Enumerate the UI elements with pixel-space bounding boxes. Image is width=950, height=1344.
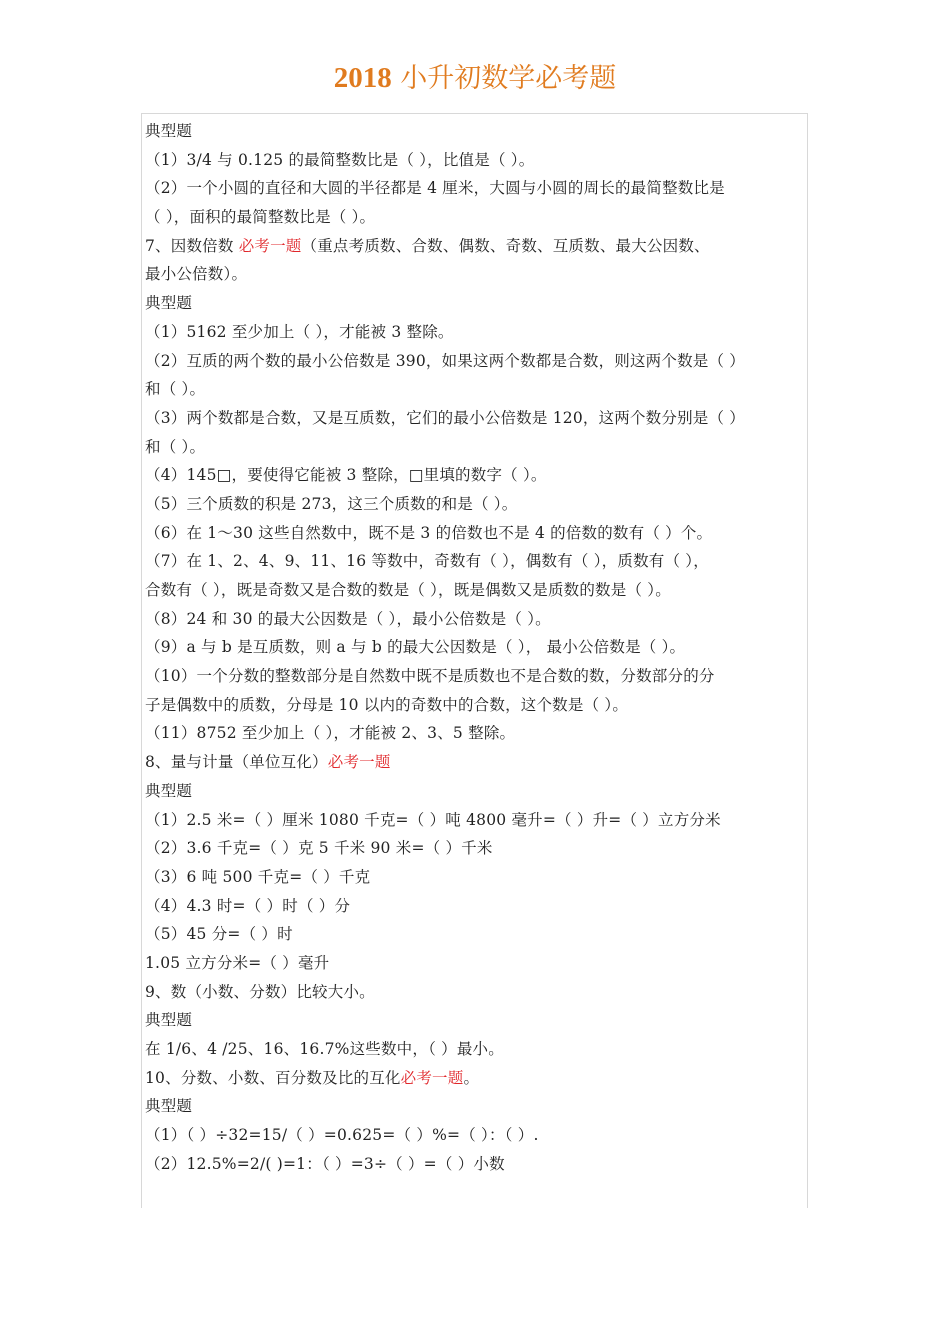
text-line: （2）一个小圆的直径和大圆的半径都是 4 厘米，大圆与小圆的周长的最简整数比是 [145, 179, 725, 198]
text-line: （1）2.5 米=（ ）厘米 1080 千克=（ ）吨 4800 毫升=（ ）升=（ ）立方分米 [145, 810, 721, 829]
text-line: 典型题 [145, 1011, 193, 1030]
line-text: 10、分数、小数、百分数及比的互化 [145, 1068, 401, 1087]
text-line: （6）在 1～30 这些自然数中，既不是 3 的倍数也不是 4 的倍数的数有（ ）个。 [145, 523, 713, 542]
text-line: （4）4.3 时=（ ）时（ ）分 [145, 896, 351, 915]
text-line: （11）8752 至少加上（ ），才能被 2、3、5 整除。 [145, 724, 516, 743]
text-line: （7）在 1、2、4、9、11、16 等数中，奇数有（ ），偶数有（ ），质数有（ ）， [145, 552, 709, 571]
line-text: 7、因数倍数 [145, 236, 239, 255]
text-line: （5）三个质数的积是 273，这三个质数的和是（ ）。 [145, 494, 518, 513]
line-text: 8、量与计量（单位互化） [145, 753, 328, 772]
text-line: 和（ ）。 [145, 380, 206, 399]
text-line: （2）互质的两个数的最小公倍数是 390，如果这两个数都是合数，则这两个数是（ ） [145, 351, 746, 370]
text-line: 合数有（ ），既是奇数又是合数的数是（ ），既是偶数又是质数的数是（ ）。 [145, 581, 671, 599]
text-line: （4）145□，要使得它能被 3 整除，□里填的数字（ ）。 [145, 466, 547, 485]
must-test-highlight: 必考一题 [327, 753, 391, 772]
text-line: 典型题 [145, 1097, 193, 1116]
text-line: 1.05 立方分米=（ ）毫升 [145, 953, 330, 972]
text-line: （9）a 与 b 是互质数，则 a 与 b 的最大公因数是（ ）， 最小公倍数是（ ）。 [145, 638, 686, 657]
text-line: 最小公倍数）。 [145, 265, 248, 284]
text-line: （2）3.6 千克=（ ）克 5 千米 90 米=（ ）千米 [145, 839, 493, 858]
text-line: （3）两个数都是合数，又是互质数，它们的最小公倍数是 120，这两个数分别是（ ） [145, 408, 746, 427]
text-line: （1）5162 至少加上（ ），才能被 3 整除。 [145, 322, 454, 341]
text-line [145, 748, 815, 777]
text-line: （8）24 和 30 的最大公因数是（ ），最小公倍数是（ ）。 [145, 609, 551, 628]
text-line: 在 1/6、4 /25、16、16.7%这些数中，（ ）最小。 [145, 1040, 504, 1058]
document-body [145, 117, 815, 1178]
text-line: 和（ ）。 [145, 437, 206, 456]
text-line: 典型题 [145, 294, 193, 313]
must-test-highlight: 必考一题 [238, 236, 302, 255]
title-text: 小升初数学必考题 [391, 63, 617, 94]
text-line: （1）3/4 与 0.125 的最简整数比是（ ），比值是（ ）。 [145, 150, 535, 169]
text-line: （1）（ ）÷32=15/（ ）=0.625=（ ）%=（ ）：（ ）. [145, 1126, 539, 1145]
text-line: （5）45 分=（ ）时 [145, 925, 293, 944]
text-line: 典型题 [145, 122, 193, 140]
text-line [145, 232, 815, 261]
text-line: （2）12.5%=2/( )=1：（ ）=3÷（ ）=（ ）小数 [145, 1154, 505, 1173]
text-line: （3）6 吨 500 千克=（ ）千克 [145, 867, 371, 886]
text-line: 典型题 [145, 781, 193, 800]
line-text: （重点考质数、合数、偶数、奇数、互质数、最大公因数、 [301, 236, 710, 255]
title-year: 2018 [333, 62, 392, 94]
must-test-highlight: 必考一题 [400, 1068, 464, 1087]
text-line: （10）一个分数的整数部分是自然数中既不是质数也不是合数的数，分数部分的分 [145, 667, 715, 686]
line-text: 。 [463, 1068, 480, 1087]
text-line [145, 1064, 815, 1093]
text-line: 9、数（小数、分数）比较大小。 [145, 982, 375, 1001]
text-line: 子是偶数中的质数，分母是 10 以内的奇数中的合数，这个数是（ ）。 [145, 695, 629, 714]
page-title [0, 58, 950, 99]
text-line: （ ），面积的最简整数比是（ ）。 [145, 208, 376, 227]
